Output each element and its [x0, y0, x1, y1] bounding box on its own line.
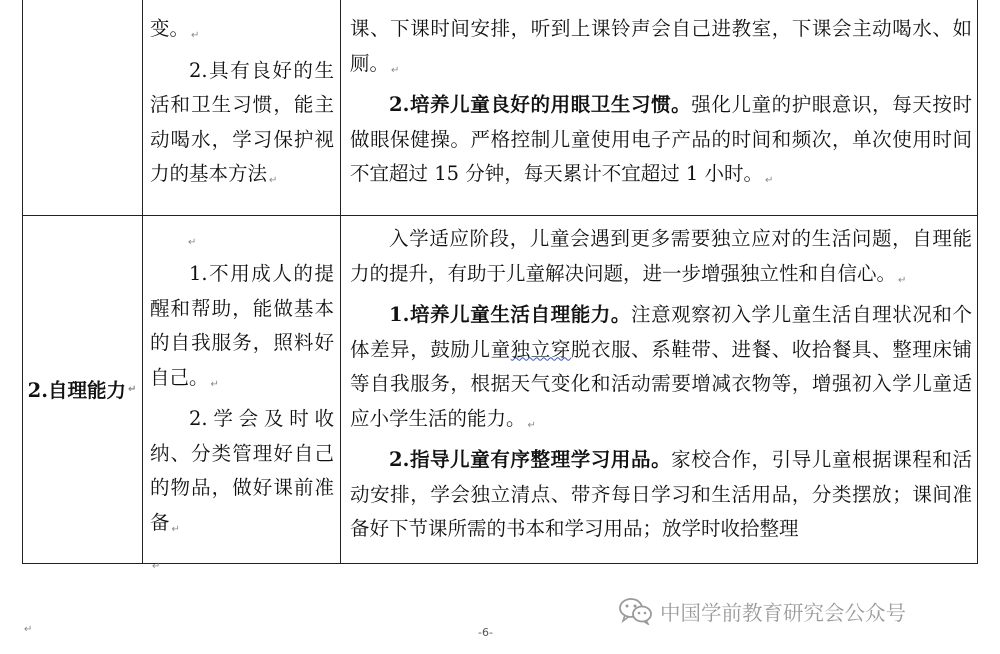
row2-guide-body-1-underlined: 独立穿	[510, 337, 571, 361]
row2-guide-cell	[350, 222, 972, 562]
paragraph-mark: ↵	[527, 419, 536, 431]
table-divider-2	[340, 0, 341, 563]
table-divider-1	[142, 0, 143, 563]
row2-category	[22, 215, 142, 563]
row1-guide-continuation: 课、下课时间安排，听到上课铃声会自己进教室，下课会主动喝水、如厕。	[350, 17, 972, 75]
paragraph-mark: ↵	[24, 624, 33, 635]
paragraph-mark: ↵	[269, 175, 278, 186]
row2-guide-heading-1: 1.培养儿童生活自理能力。	[389, 303, 631, 326]
row2-goals-cell	[150, 222, 334, 580]
watermark	[618, 596, 906, 626]
wechat-icon	[618, 597, 654, 625]
row2-guide-intro: 入学适应阶段，儿童会遇到更多需要独立应对的生活问题，自理能力的提升，有助于儿童解决问题，进一步增强独立性和自信心。	[350, 227, 972, 285]
row1-guide-cell	[350, 12, 972, 199]
paragraph-mark: ↵	[765, 175, 774, 186]
paragraph-mark: ↵	[898, 274, 907, 286]
category-label: 2.自理能力	[27, 379, 126, 402]
watermark-text: 中国学前教育研究会公众号	[660, 601, 906, 625]
paragraph-mark: ↵	[210, 378, 219, 390]
row2-guide-heading-2: 2.指导儿童有序整理学习用品。	[389, 448, 672, 471]
row1-goals-continuation: 变。	[150, 17, 190, 40]
paragraph-mark: ↵	[152, 561, 161, 572]
paragraph-mark: ↵	[171, 523, 180, 535]
row1-goal-2: 2.具有良好的生活和卫生习惯，能主动喝水，学习保护视力的基本方法	[150, 58, 334, 185]
row1-goals-cell	[150, 12, 334, 199]
row2-guide-body-1a: 注意观察初入学儿童生活自理状况和个体差异，鼓励儿童	[350, 303, 972, 361]
paragraph-mark: ↵	[127, 383, 137, 395]
row1-guide-heading-2: 2.培养儿童良好的用眼卫生习惯。	[389, 93, 692, 116]
row2-guide-body-1b: 脱衣服、系鞋带、进餐、收拾餐具、整理床铺等自我服务，根据天气变化和活动需要增减衣物等，增强初入学儿童适应小学生活的能力。	[350, 337, 972, 430]
row2-goal-2: 2.学会及时收纳、分类管理好自己的物品，做好课前准备	[150, 407, 334, 534]
row2-guide-body-2: 家校合作，引导儿童根据课程和活动安排，学会独立清点、带齐每日学习和生活用品，分类摆放；课间准备好下节课所需的书本和学习用品；放学时收拾整理	[350, 448, 972, 540]
row-separator	[22, 215, 978, 216]
row2-goal-1: 1.不用成人的提醒和帮助，能做基本的自我服务，照料好自己。	[150, 262, 334, 389]
row1-guide-body-2: 强化儿童的护眼意识，每天按时做眼保健操。严格控制儿童使用电子产品的时间和频次，单次使用时间不宜超过 15 分钟，每天累计不宜超过 1 小时。	[350, 93, 972, 185]
paragraph-mark: ↵	[391, 64, 400, 76]
paragraph-mark: ↵	[191, 30, 200, 41]
paragraph-mark: ↵	[188, 237, 197, 248]
page-number: -6-	[478, 626, 493, 639]
table-border-right	[977, 0, 978, 563]
